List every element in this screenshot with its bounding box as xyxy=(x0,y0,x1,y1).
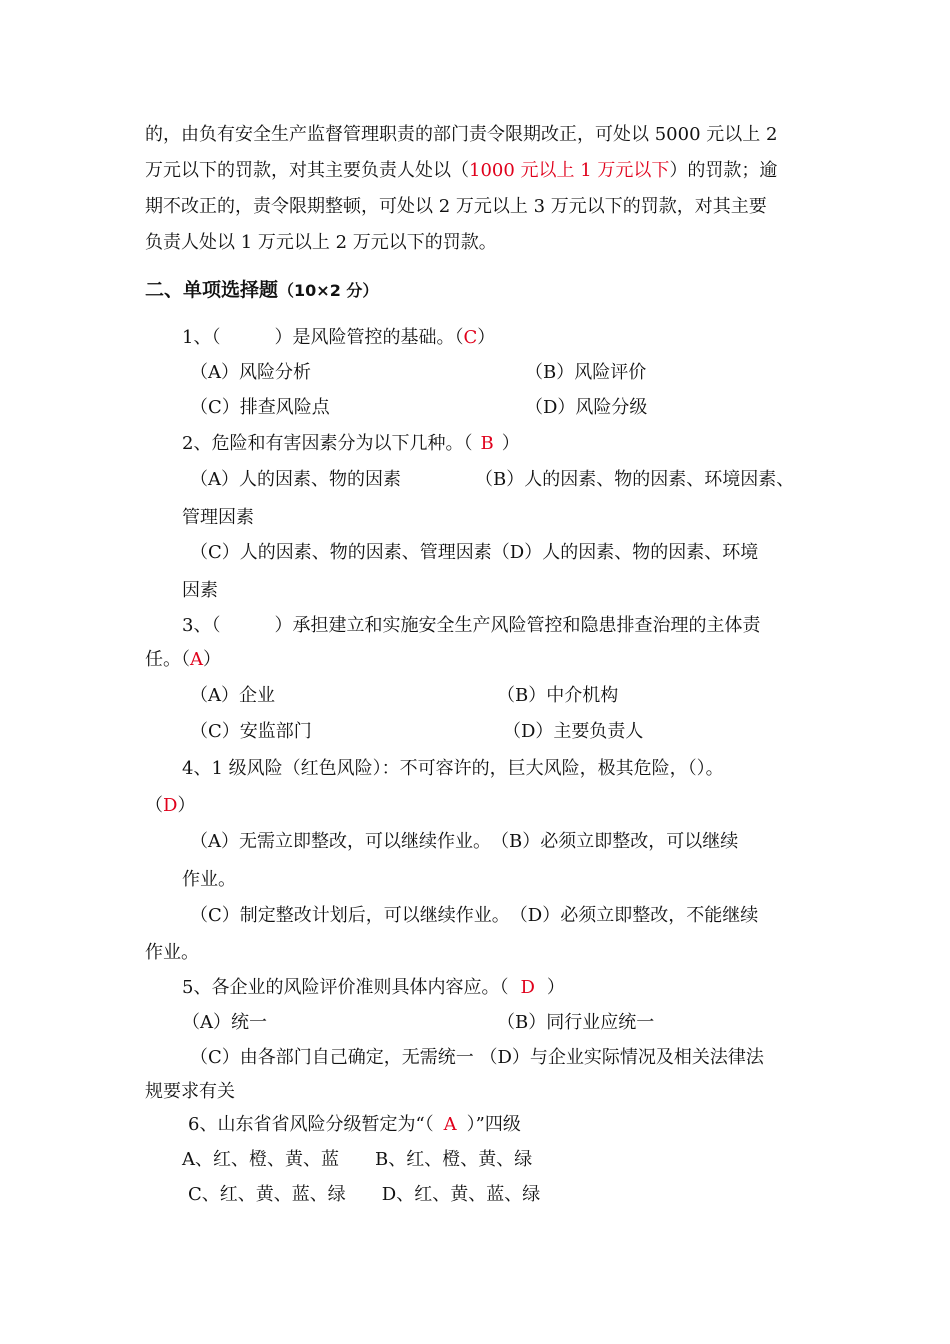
q2-answer: B xyxy=(480,433,494,454)
q3-option-d: （D）主要负责人 xyxy=(503,721,644,742)
section-score: （10×2 分） xyxy=(278,281,379,300)
q3-option-b: （B）中介机构 xyxy=(497,685,619,706)
q5-answer: D xyxy=(520,977,535,998)
intro-line-2 xyxy=(145,159,777,183)
q3-stem-cont xyxy=(145,648,221,672)
q4-options-ab-cont: 作业。 xyxy=(182,869,236,890)
q3-stem: 3、（ ）承担建立和实施安全生产风险管控和隐患排查治理的主体责 xyxy=(182,615,761,636)
q3-stem-close: ） xyxy=(203,649,221,670)
q1-option-d: （D）风险分级 xyxy=(525,397,648,418)
section-heading xyxy=(145,278,378,303)
q2-option-a: （A）人的因素、物的因素 xyxy=(190,469,401,490)
q5-stem xyxy=(182,976,565,1000)
q4-options-cd: （C）制定整改计划后，可以继续作业。 （D）必须立即整改，不能继续 xyxy=(190,905,759,926)
q5-stem-text: 5、各企业的风险评价准则具体内容应。（ xyxy=(182,977,509,998)
q5-option-a: （A）统一 xyxy=(182,1012,267,1033)
q4-options-cd-cont: 作业。 xyxy=(145,942,199,963)
q6-options-ab: A、红、橙、黄、蓝 B、红、橙、黄、绿 xyxy=(182,1149,533,1170)
q2-stem xyxy=(182,432,520,456)
q1-option-b: （B）风险评价 xyxy=(525,362,647,383)
q4-answer-close: ） xyxy=(177,795,196,816)
section-title: 二、单项选择题 xyxy=(145,279,279,301)
q2-option-b: （B）人的因素、物的因素、环境因素、 xyxy=(475,469,795,490)
q1-stem-text: 1、（ ）是风险管控的基础。（ xyxy=(182,327,464,348)
q1-stem xyxy=(182,326,495,350)
q4-answer-open: （ xyxy=(145,795,163,816)
q5-stem-close: ） xyxy=(546,977,565,998)
intro-line-3: 期不改正的，责令限期整顿，可处以 2 万元以上 3 万元以下的罚款，对其主要 xyxy=(145,196,767,217)
q2-stem-text: 2、危险和有害因素分为以下几种。（ xyxy=(182,433,473,454)
q2-option-b-cont: 管理因素 xyxy=(182,507,254,528)
q6-stem xyxy=(188,1113,521,1137)
intro-penalty-highlight: 1000 元以上 1 万元以下 xyxy=(469,160,670,181)
intro-line-1: 的，由负有安全生产监督管理职责的部门责令限期改正，可处以 5000 元以上 2 xyxy=(145,124,778,145)
intro-line-4: 负责人处以 1 万元以上 2 万元以下的罚款。 xyxy=(145,232,497,253)
q3-stem-text: 任。（ xyxy=(145,649,190,670)
q5-options-cd-cont: 规要求有关 xyxy=(145,1081,235,1102)
q6-stem-close: ）”四级 xyxy=(466,1114,521,1135)
q2-options-cd: （C）人的因素、物的因素、管理因素（D）人的因素、物的因素、环境 xyxy=(190,542,759,563)
q5-option-b: （B）同行业应统一 xyxy=(497,1012,655,1033)
q6-stem-text: 6、山东省省风险分级暂定为“（ xyxy=(188,1114,434,1135)
q4-answer-line xyxy=(145,794,195,818)
q5-options-cd: （C）由各部门自己确定，无需统一 （D）与企业实际情况及相关法律法 xyxy=(190,1047,764,1068)
q4-answer: D xyxy=(163,795,178,816)
q1-option-a: （A）风险分析 xyxy=(190,362,311,383)
q1-option-c: （C）排查风险点 xyxy=(190,397,330,418)
q3-answer: A xyxy=(190,649,203,670)
q1-stem-close: ） xyxy=(477,327,496,348)
q4-stem: 4、1 级风险（红色风险）：不可容许的，巨大风险，极其危险，（）。 xyxy=(182,758,724,779)
q3-option-a: （A）企业 xyxy=(190,685,275,706)
q2-stem-close: ） xyxy=(501,433,520,454)
q6-options-cd: C、红、黄、蓝、绿 D、红、黄、蓝、绿 xyxy=(188,1184,541,1205)
intro-line-2-a: 万元以下的罚款，对其主要负责人处以（ xyxy=(145,160,469,181)
q4-options-ab: （A）无需立即整改，可以继续作业。 （B）必须立即整改，可以继续 xyxy=(190,831,739,852)
q3-option-c: （C）安监部门 xyxy=(190,721,312,742)
q6-answer: A xyxy=(443,1114,457,1135)
q1-answer: C xyxy=(463,327,478,348)
q2-options-cd-cont: 因素 xyxy=(182,580,218,601)
intro-line-2-b: ）的罚款；逾 xyxy=(669,160,778,181)
